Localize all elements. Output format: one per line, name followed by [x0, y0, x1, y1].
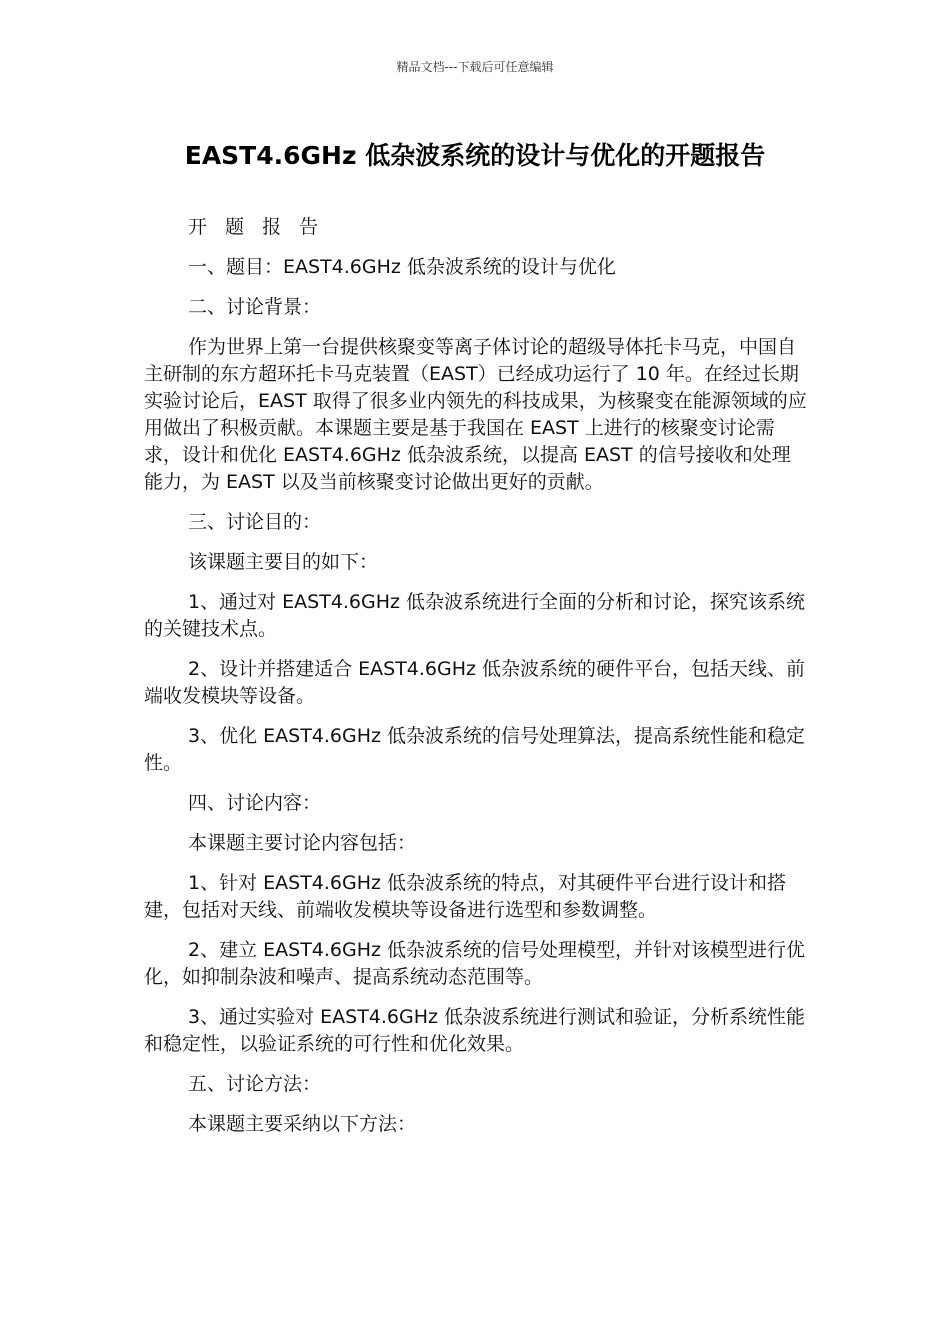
- section-heading-method: 五、讨论方法：: [188, 1073, 322, 1095]
- section-heading-content: 四、讨论内容：: [188, 792, 322, 814]
- list-item-content-3: 3、通过实验对 EAST4.6GHz 低杂波系统进行测试和验证，分析系统性能和稳定性，以验证系统的可行性和优化效果。: [144, 1006, 806, 1055]
- header-note: 精品文档---下载后可任意编辑: [396, 60, 554, 74]
- list-item-content-1: 1、针对 EAST4.6GHz 低杂波系统的特点，对其硬件平台进行设计和搭建，包括对天线、前端收发模块等设备进行选型和参数调整。: [144, 872, 787, 921]
- paragraph-content-intro: 本课题主要讨论内容包括：: [188, 832, 417, 854]
- paragraph-method-intro: 本课题主要采纳以下方法：: [188, 1113, 417, 1135]
- document-title: EAST4.6GHz 低杂波系统的设计与优化的开题报告: [184, 141, 766, 170]
- document-body: [144, 214, 808, 1151]
- paragraph-purpose-intro: 该课题主要目的如下：: [188, 551, 379, 573]
- section-heading-topic: 一、题目：EAST4.6GHz 低杂波系统的设计与优化: [188, 256, 616, 278]
- list-item-purpose-2: 2、设计并搭建适合 EAST4.6GHz 低杂波系统的硬件平台，包括天线、前端收发模块等设备。: [144, 658, 806, 707]
- section-heading-report: 开 题 报 告: [188, 216, 325, 238]
- list-item-content-2: 2、建立 EAST4.6GHz 低杂波系统的信号处理模型，并针对该模型进行优化，如抑制杂波和噪声、提高系统动态范围等。: [144, 939, 806, 988]
- list-item-purpose-1: 1、通过对 EAST4.6GHz 低杂波系统进行全面的分析和讨论，探究该系统的关键技术点。: [144, 591, 806, 640]
- paragraph-background: 作为世界上第一台提供核聚变等离子体讨论的超级导体托卡马克，中国自主研制的东方超环托卡马克装置（EAST）已经成功运行了 10 年。在经过长期实验讨论后，EAST 取得了很多业内领先的科技成果，为核聚变在能源领域的应用做出了积极贡献。本课题主要是基于我国在 EAST 上进行的核聚变讨论需求，设计和优化 EAST4.6GHz 低杂波系统，以提高 EAST 的信号接收和处理能力，为 EAST 以及当前核聚变讨论做出更好的贡献。: [144, 336, 807, 493]
- section-heading-purpose: 三、讨论目的：: [188, 511, 322, 533]
- list-item-purpose-3: 3、优化 EAST4.6GHz 低杂波系统的信号处理算法，提高系统性能和稳定性。: [144, 725, 806, 774]
- section-heading-background: 二、讨论背景：: [188, 296, 322, 318]
